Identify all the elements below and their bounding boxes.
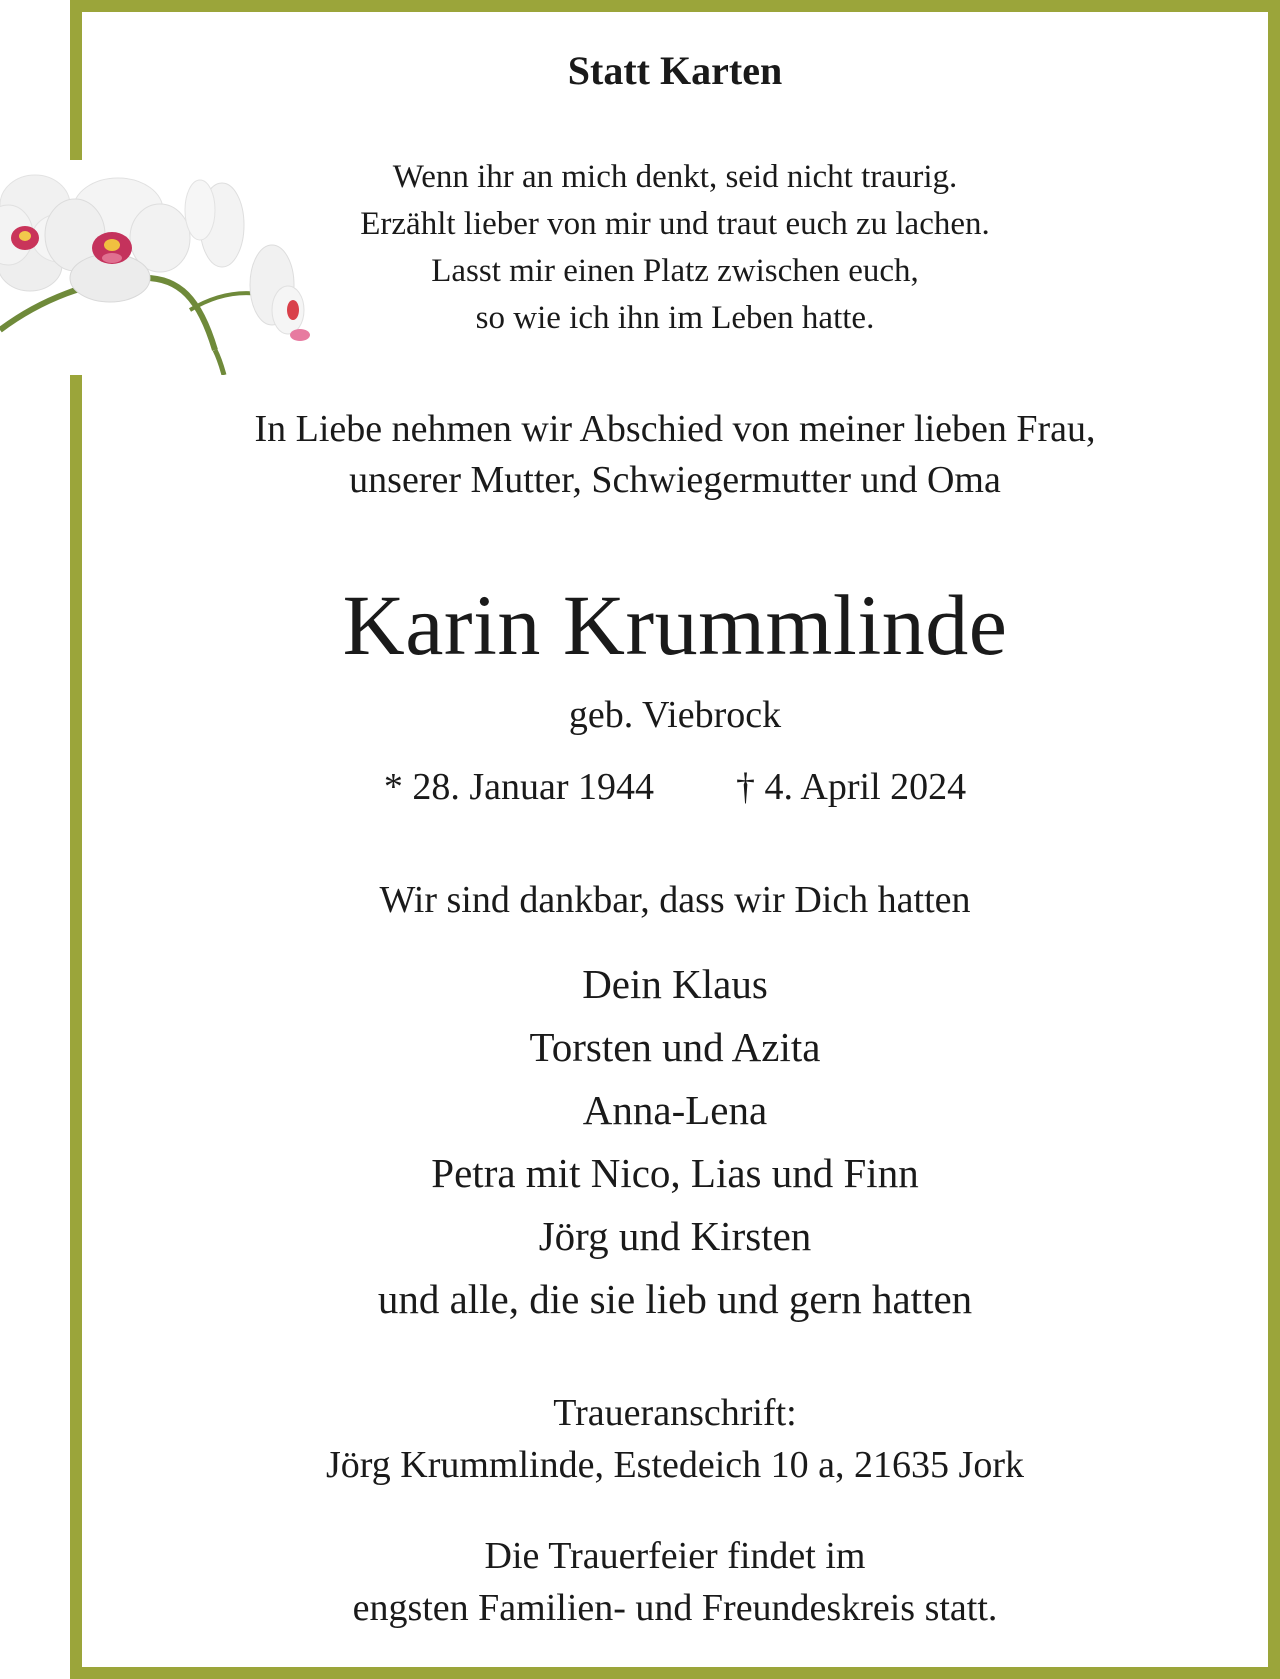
life-dates (82, 762, 1268, 812)
service-line: Die Trauerfeier findet im (484, 1535, 866, 1577)
family-list (82, 953, 1268, 1331)
poem-line: so wie ich ihn im Leben hatte. (475, 300, 875, 336)
intro-line: In Liebe nehmen wir Abschied von meiner lieben Frau, (254, 408, 1096, 450)
mourning-address (82, 1387, 1268, 1491)
poem-line: Wenn ihr an mich denkt, seid nicht traurig. (392, 159, 958, 195)
poem-line: Erzählt lieber von mir und traut euch zu lachen. (360, 206, 990, 242)
poem-line: Lasst mir einen Platz zwischen euch, (431, 253, 919, 289)
family-member: Anna-Lena (582, 1087, 768, 1133)
poem (82, 154, 1268, 342)
funeral-service-note (82, 1530, 1268, 1634)
thanks-line: Wir sind dankbar, dass wir Dich hatten (379, 879, 971, 921)
family-member: Dein Klaus (582, 961, 768, 1007)
birth-name: geb. Viebrock (568, 694, 782, 736)
address-line: Jörg Krummlinde, Estedeich 10 a, 21635 Jork (326, 1444, 1024, 1486)
family-member: Petra mit Nico, Lias und Finn (431, 1150, 919, 1196)
birth-date: * 28. Januar 1944 (383, 766, 655, 808)
deceased-name: Karin Krummlinde (342, 577, 1008, 673)
death-date: † 4. April 2024 (736, 766, 967, 808)
service-line: engsten Familien- und Freundeskreis statt. (352, 1587, 998, 1629)
family-member: und alle, die sie lieb und gern hatten (377, 1276, 973, 1322)
notice-header: Statt Karten (567, 48, 783, 93)
family-member: Jörg und Kirsten (538, 1213, 812, 1259)
intro-line: unserer Mutter, Schwiegermutter und Oma (349, 459, 1001, 501)
family-member: Torsten und Azita (529, 1024, 821, 1070)
intro-text (82, 404, 1268, 506)
address-label: Traueranschrift: (553, 1392, 797, 1434)
